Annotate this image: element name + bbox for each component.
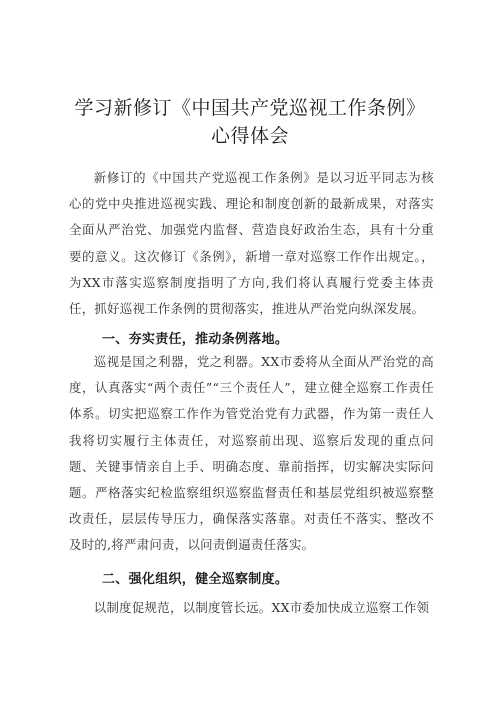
document-title-line-1: 学习新修订《中国共产党巡视工作条例》 bbox=[74, 97, 426, 119]
section-2-paragraph bbox=[69, 595, 434, 621]
section-2-heading: 二、强化组织，健全巡察制度。 bbox=[102, 572, 289, 587]
document-title-line-2: 心得体会 bbox=[210, 125, 289, 147]
section-1-paragraph bbox=[69, 349, 434, 559]
section-1-heading: 一、夯实责任，推动条例落地。 bbox=[102, 332, 289, 347]
intro-paragraph bbox=[69, 165, 434, 322]
section-2-text: 以制度促规范，以制度管长远。XX市委加快成立巡察工作领 bbox=[93, 600, 430, 615]
section-1-text: 巡视是国之利器，党之利器。XX市委将从全面从严治党的高度，认真落实“两个责任”“三个责任人”，建立健全巡察工作责任体系。切实把巡察工作作为管党治党有力武器，作为第一责任人我将切实履行主体责任，对巡察前出现、巡察后发现的重点问题、关键事情亲自上手、明确态度、靠前指挥，切实解决实际问题。严格落实纪检监察组织巡察监督责任和基层党组织被巡察整改责任，层层传导压力，确保落实落靠。对责任不落实、整改不及时的,将严肃问责，以问责倒逼责任落实。 bbox=[69, 354, 434, 553]
intro-text: 新修订的《中国共产党巡视工作条例》是以习近平同志为核心的党中央推进巡视实践、理论和制度创新的最新成果，对落实全面从严治党、加强党内监督、营造良好政治生态，具有十分重要的意义。这次修订《条例》，新增一章对巡察工作作出规定。，为XX市落实巡察制度指明了方向,我们将认真履行党委主体责任，抓好巡视工作条例的贯彻落实，推进从严治党向纵深发展。 bbox=[69, 170, 434, 317]
